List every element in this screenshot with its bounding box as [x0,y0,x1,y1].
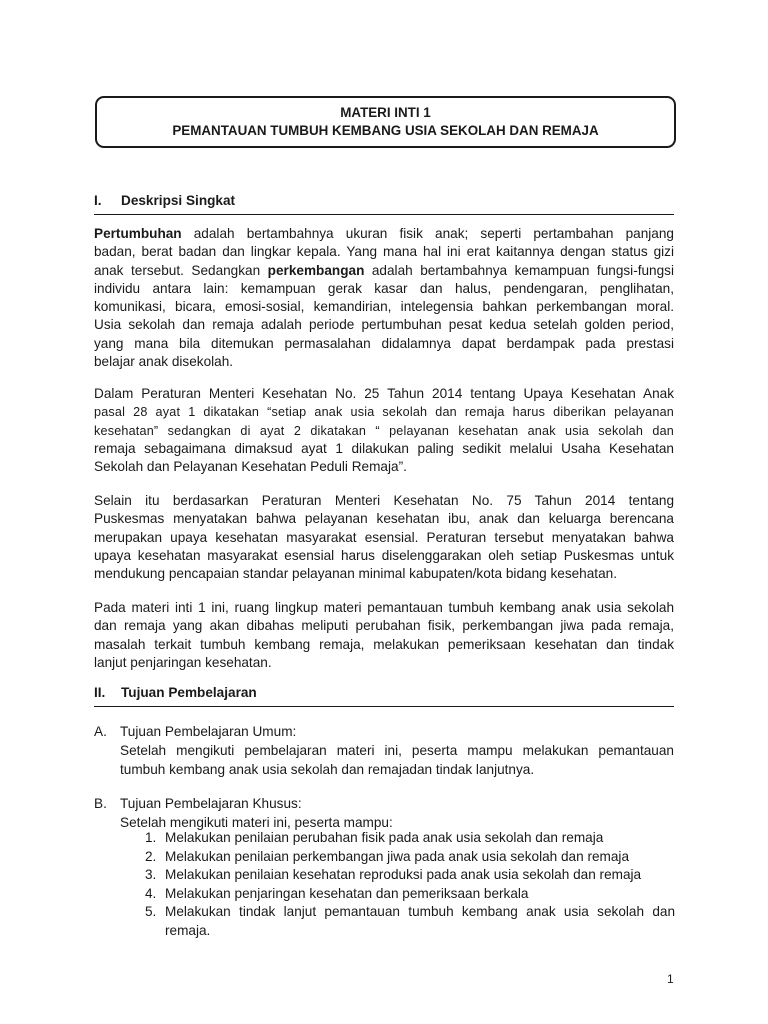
text-line: belajar anak disekolah. [94,354,234,370]
paragraph-permenkes-75 [94,492,674,583]
list-text: Melakukan penilaian kesehatan reproduksi pada anak usia sekolah dan remaja [165,867,642,882]
text-line: upaya kesehatan masyarakat esensial harus diselenggarakan oleh setiap Puskesmas untuk [94,547,674,563]
section-heading-deskripsi [94,193,674,215]
text-line: individu antara lain: kemampuan gerak kasar dan halus, pendengaran, penglihatan, [94,280,674,296]
text-line: lanjut penjaringan kesehatan. [94,654,272,670]
text-line: adalah bertambahnya kemampuan fungsi-fungsi [364,262,674,278]
item-title: Tujuan Pembelajaran Khusus: [120,796,302,811]
list-text: Melakukan penjaringan kesehatan dan pemeriksaan berkala [165,885,529,901]
text-line: badan, berat badan dan lingkar kepala. Yang mana hal ini erat kaitannya dengan status gizi [94,244,674,260]
item-letter: B. [94,796,107,811]
title-line-1: MATERI INTI 1 [340,105,431,120]
text-line: Dalam Peraturan Menteri Kesehatan No. 25 Tahun 2014 tentang Upaya Kesehatan Anak [94,386,674,401]
text-line: pasal 28 ayat 1 dikatakan “setiap anak usia sekolah dan remaja harus diberikan pelayanan [94,405,674,420]
list-item [145,848,675,867]
list-number: 1. [145,830,157,845]
list-item [145,885,675,904]
text-line: Pada materi inti 1 ini, ruang lingkup materi pemantauan tumbuh kembang anak usia sekolah [94,600,674,615]
text-line: yang mana bila ditemukan permasalahan didalamnya dapat berdampak pada prestasi [94,335,674,351]
text-line: dan remaja yang akan dibahas meliputi perubahan fisik, perkembangan jiwa pada remaja, [94,618,674,634]
text-line: Selain itu berdasarkan Peraturan Menteri Kesehatan No. 75 Tahun 2014 tentang [94,493,674,508]
paragraph-pertumbuhan [94,225,674,371]
item-title: Tujuan Pembelajaran Umum: [120,724,297,739]
text-line: Puskesmas menyatakan bahwa pelayanan kesehatan ibu, anak dan keluarga berencana [94,511,674,527]
text-line: kesehatan” sedangkan di ayat 2 dikatakan “ pelayanan kesehatan anak usia sekolah dan [94,423,674,438]
item-letter: A. [94,724,107,739]
section-heading-tujuan [94,685,674,707]
section-title: Tujuan Pembelajaran [121,685,257,700]
text-line: anak tersebut. Sedangkan [94,262,268,278]
paragraph-ruang-lingkup [94,599,674,672]
text-line: komunikasi, bicara, emosi-sosial, kemandirian, intelegensia bahkan perkembangan moral. [94,299,674,315]
list-text: Melakukan penilaian perkembangan jiwa pada anak usia sekolah dan remaja [165,848,629,864]
text-line: Setelah mengikuti pembelajaran materi ini, peserta mampu melakukan pemantauan [120,743,674,758]
bold-term-pertumbuhan: Pertumbuhan [94,226,182,241]
text-line: mendukung pencapaian standar pelayanan minimal kabupaten/kota bidang kesehatan. [94,566,617,582]
text-line: remaja sebagaimana dimaksud ayat 1 dilakukan paling sedikit melalui Usaha Kesehatan [94,440,674,456]
list-text: Melakukan penilaian perubahan fisik pada anak usia sekolah dan remaja [165,830,604,845]
list-text: Melakukan tindak lanjut pemantauan tumbuh kembang anak usia sekolah dan [165,904,675,919]
title-line-2: PEMANTAUAN TUMBUH KEMBANG USIA SEKOLAH DAN REMAJA [172,123,599,138]
objectives-list [145,829,675,940]
list-item [145,903,675,940]
section-number: II. [94,685,106,700]
list-number: 5. [145,904,157,919]
list-number: 3. [145,867,157,882]
list-number: 4. [145,885,157,901]
text-line: tumbuh kembang anak usia sekolah dan remajadan tindak lanjutnya. [120,762,535,777]
text-line: masalah terkait tumbuh kembang remaja, melakukan pemeriksaan kesehatan dan tindak [94,636,674,652]
page-number: 1 [667,972,674,986]
list-item [145,829,675,848]
section-number: I. [94,193,102,208]
list-item [145,866,675,885]
item-intro: Setelah mengikuti materi ini, peserta mampu: [120,815,393,830]
title-box [95,96,676,148]
text-line: merupakan upaya kesehatan masyarakat esensial. Peraturan tersebut menyatakan bahwa [94,529,674,545]
paragraph-permenkes-25 [94,385,674,476]
list-number: 2. [145,848,157,864]
text-line: Usia sekolah dan remaja adalah periode pertumbuhan pesat kedua setelah golden period, [94,317,674,333]
bold-term-perkembangan: perkembangan [267,262,365,278]
list-text-continued: remaja. [165,922,211,938]
text-line: Sekolah dan Pelayanan Kesehatan Peduli Remaja”. [94,459,407,475]
text-line: adalah bertambahnya ukuran fisik anak; seperti pertambahan panjang [181,226,674,241]
section-title: Deskripsi Singkat [121,193,236,208]
